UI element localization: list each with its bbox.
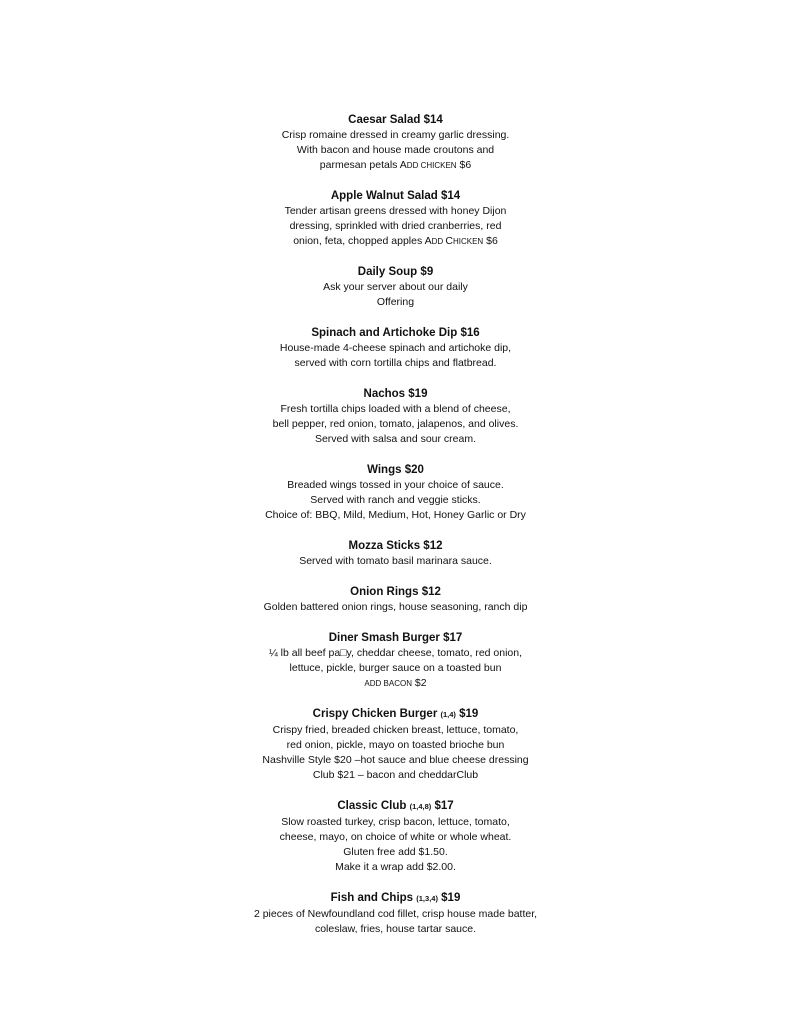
menu-item-apple-walnut-salad bbox=[0, 188, 791, 249]
item-name: Spinach and Artichoke Dip bbox=[311, 327, 458, 339]
item-name: Onion Rings bbox=[350, 586, 419, 598]
menu-item-onion-rings bbox=[0, 584, 791, 615]
item-name: Classic Club bbox=[337, 800, 407, 812]
item-description-line: Offering bbox=[376, 296, 415, 308]
item-description-line: Served with ranch and veggie sticks. bbox=[310, 494, 481, 506]
item-title bbox=[0, 386, 791, 402]
item-price: $9 bbox=[420, 266, 434, 278]
add-on-price: $6 bbox=[459, 159, 472, 171]
menu-item-fish-and-chips bbox=[0, 890, 791, 937]
menu-item-crispy-chicken-burger bbox=[0, 706, 791, 783]
menu-item-classic-club bbox=[0, 798, 791, 875]
menu-item-wings bbox=[0, 462, 791, 523]
item-description-line: coleslaw, fries, house tartar sauce. bbox=[314, 923, 477, 935]
item-name: Wings bbox=[367, 464, 402, 476]
add-on-line bbox=[0, 676, 791, 691]
item-description-line: Crisp romaine dressed in creamy garlic dressing. bbox=[281, 129, 510, 141]
menu-item-spinach-artichoke-dip bbox=[0, 325, 791, 371]
item-description-line: Crispy fried, breaded chicken breast, lettuce, tomato, bbox=[272, 724, 519, 736]
item-description-line: Nashville Style $20 –hot sauce and blue cheese dressing bbox=[262, 754, 529, 766]
item-name: Diner Smash Burger bbox=[328, 632, 440, 644]
item-description-line: cheese, mayo, on choice of white or whole wheat. bbox=[279, 831, 512, 843]
add-on-label-rest: DD CHICKEN bbox=[406, 161, 457, 170]
menu-item-daily-soup bbox=[0, 264, 791, 310]
item-title bbox=[0, 584, 791, 600]
item-title bbox=[0, 264, 791, 280]
item-description-line: Slow roasted turkey, crisp bacon, lettuce, tomato, bbox=[281, 816, 510, 828]
item-description-line: 2 pieces of Newfoundland cod fillet, crisp house made batter, bbox=[253, 908, 538, 920]
item-description-line: bell pepper, red onion, tomato, jalapenos, and olives. bbox=[272, 418, 519, 430]
allergen-codes: (1,4,8) bbox=[409, 802, 432, 811]
item-description-line: ¼ lb all beef pa□y, cheddar cheese, tomato, red onion, bbox=[268, 647, 523, 659]
item-price: $19 bbox=[408, 388, 428, 400]
item-description-line bbox=[0, 158, 791, 173]
item-price: $14 bbox=[440, 190, 461, 202]
item-description-line: Gluten free add $1.50. bbox=[343, 846, 448, 858]
item-price: $14 bbox=[423, 114, 443, 126]
item-title bbox=[0, 706, 791, 723]
item-description-line: Fresh tortilla chips loaded with a blend of cheese, bbox=[280, 403, 511, 415]
menu-list bbox=[0, 112, 791, 952]
item-title bbox=[0, 462, 791, 478]
item-description-line: Choice of: BBQ, Mild, Medium, Hot, Honey Garlic or Dry bbox=[265, 509, 526, 521]
item-description-line: Make it a wrap add $2.00. bbox=[335, 861, 456, 873]
allergen-codes: (1,3,4) bbox=[416, 894, 438, 903]
item-name: Fish and Chips bbox=[330, 892, 414, 904]
item-description-line: House-made 4-cheese spinach and artichoke dip, bbox=[279, 342, 512, 354]
add-on-price: $2 bbox=[414, 677, 427, 689]
add-on-label-cap: C bbox=[445, 235, 453, 247]
item-name: Crispy Chicken Burger bbox=[312, 708, 438, 720]
item-description-line: Club $21 – bacon and cheddarClub bbox=[312, 769, 479, 781]
item-price: $12 bbox=[421, 586, 441, 598]
item-description-line: Breaded wings tossed in your choice of sauce. bbox=[287, 479, 504, 491]
item-description-line: Served with tomato basil marinara sauce. bbox=[299, 555, 492, 567]
menu-item-mozza-sticks bbox=[0, 538, 791, 569]
add-on-label: ADD BACON bbox=[364, 679, 412, 688]
add-on-label bbox=[400, 159, 457, 171]
item-price: $17 bbox=[434, 800, 454, 812]
menu-item-diner-smash-burger bbox=[0, 630, 791, 691]
item-name: Nachos bbox=[363, 388, 406, 400]
item-title bbox=[0, 890, 791, 907]
item-title bbox=[0, 798, 791, 815]
item-description-line: With bacon and house made croutons and bbox=[296, 144, 495, 156]
allergen-codes: (1,4) bbox=[440, 710, 456, 719]
add-on-label bbox=[425, 235, 484, 247]
item-description-text: parmesan petals bbox=[319, 159, 398, 171]
item-description-line: Served with salsa and sour cream. bbox=[314, 433, 477, 445]
item-name: Mozza Sticks bbox=[348, 540, 421, 552]
add-on-label-rest: HICKEN bbox=[452, 237, 484, 246]
item-title bbox=[0, 325, 791, 341]
item-title bbox=[0, 538, 791, 554]
add-on-label-cap: A bbox=[424, 235, 432, 247]
add-on-price: $6 bbox=[486, 235, 498, 247]
item-price: $20 bbox=[404, 464, 424, 476]
add-on-label-cap: A bbox=[399, 159, 407, 171]
item-description-line: served with corn tortilla chips and flatbread. bbox=[294, 357, 497, 369]
item-description-line: Ask your server about our daily bbox=[323, 281, 468, 293]
item-price: $16 bbox=[460, 327, 480, 339]
item-description-line: Golden battered onion rings, house seasoning, ranch dip bbox=[263, 601, 528, 613]
item-name: Daily Soup bbox=[357, 266, 418, 278]
item-price: $12 bbox=[423, 540, 443, 552]
item-price: $17 bbox=[443, 632, 463, 644]
item-price: $19 bbox=[459, 708, 479, 720]
item-title bbox=[0, 630, 791, 646]
item-description-line: red onion, pickle, mayo on toasted brioche bun bbox=[286, 739, 505, 751]
menu-item-nachos bbox=[0, 386, 791, 447]
item-name: Caesar Salad bbox=[348, 114, 421, 126]
item-description-text: onion, feta, chopped apples bbox=[293, 235, 423, 247]
menu-item-caesar-salad bbox=[0, 112, 791, 173]
item-description-line: Tender artisan greens dressed with honey Dijon bbox=[284, 205, 507, 217]
item-price: $19 bbox=[441, 892, 461, 904]
item-description-line: dressing, sprinkled with dried cranberries, red bbox=[289, 220, 502, 232]
item-title bbox=[0, 188, 791, 204]
item-title bbox=[0, 112, 791, 128]
add-on-label-mid: DD bbox=[431, 237, 446, 246]
item-description-line bbox=[0, 234, 791, 249]
item-description-line: lettuce, pickle, burger sauce on a toasted bun bbox=[289, 662, 502, 674]
item-name: Apple Walnut Salad bbox=[330, 190, 438, 202]
